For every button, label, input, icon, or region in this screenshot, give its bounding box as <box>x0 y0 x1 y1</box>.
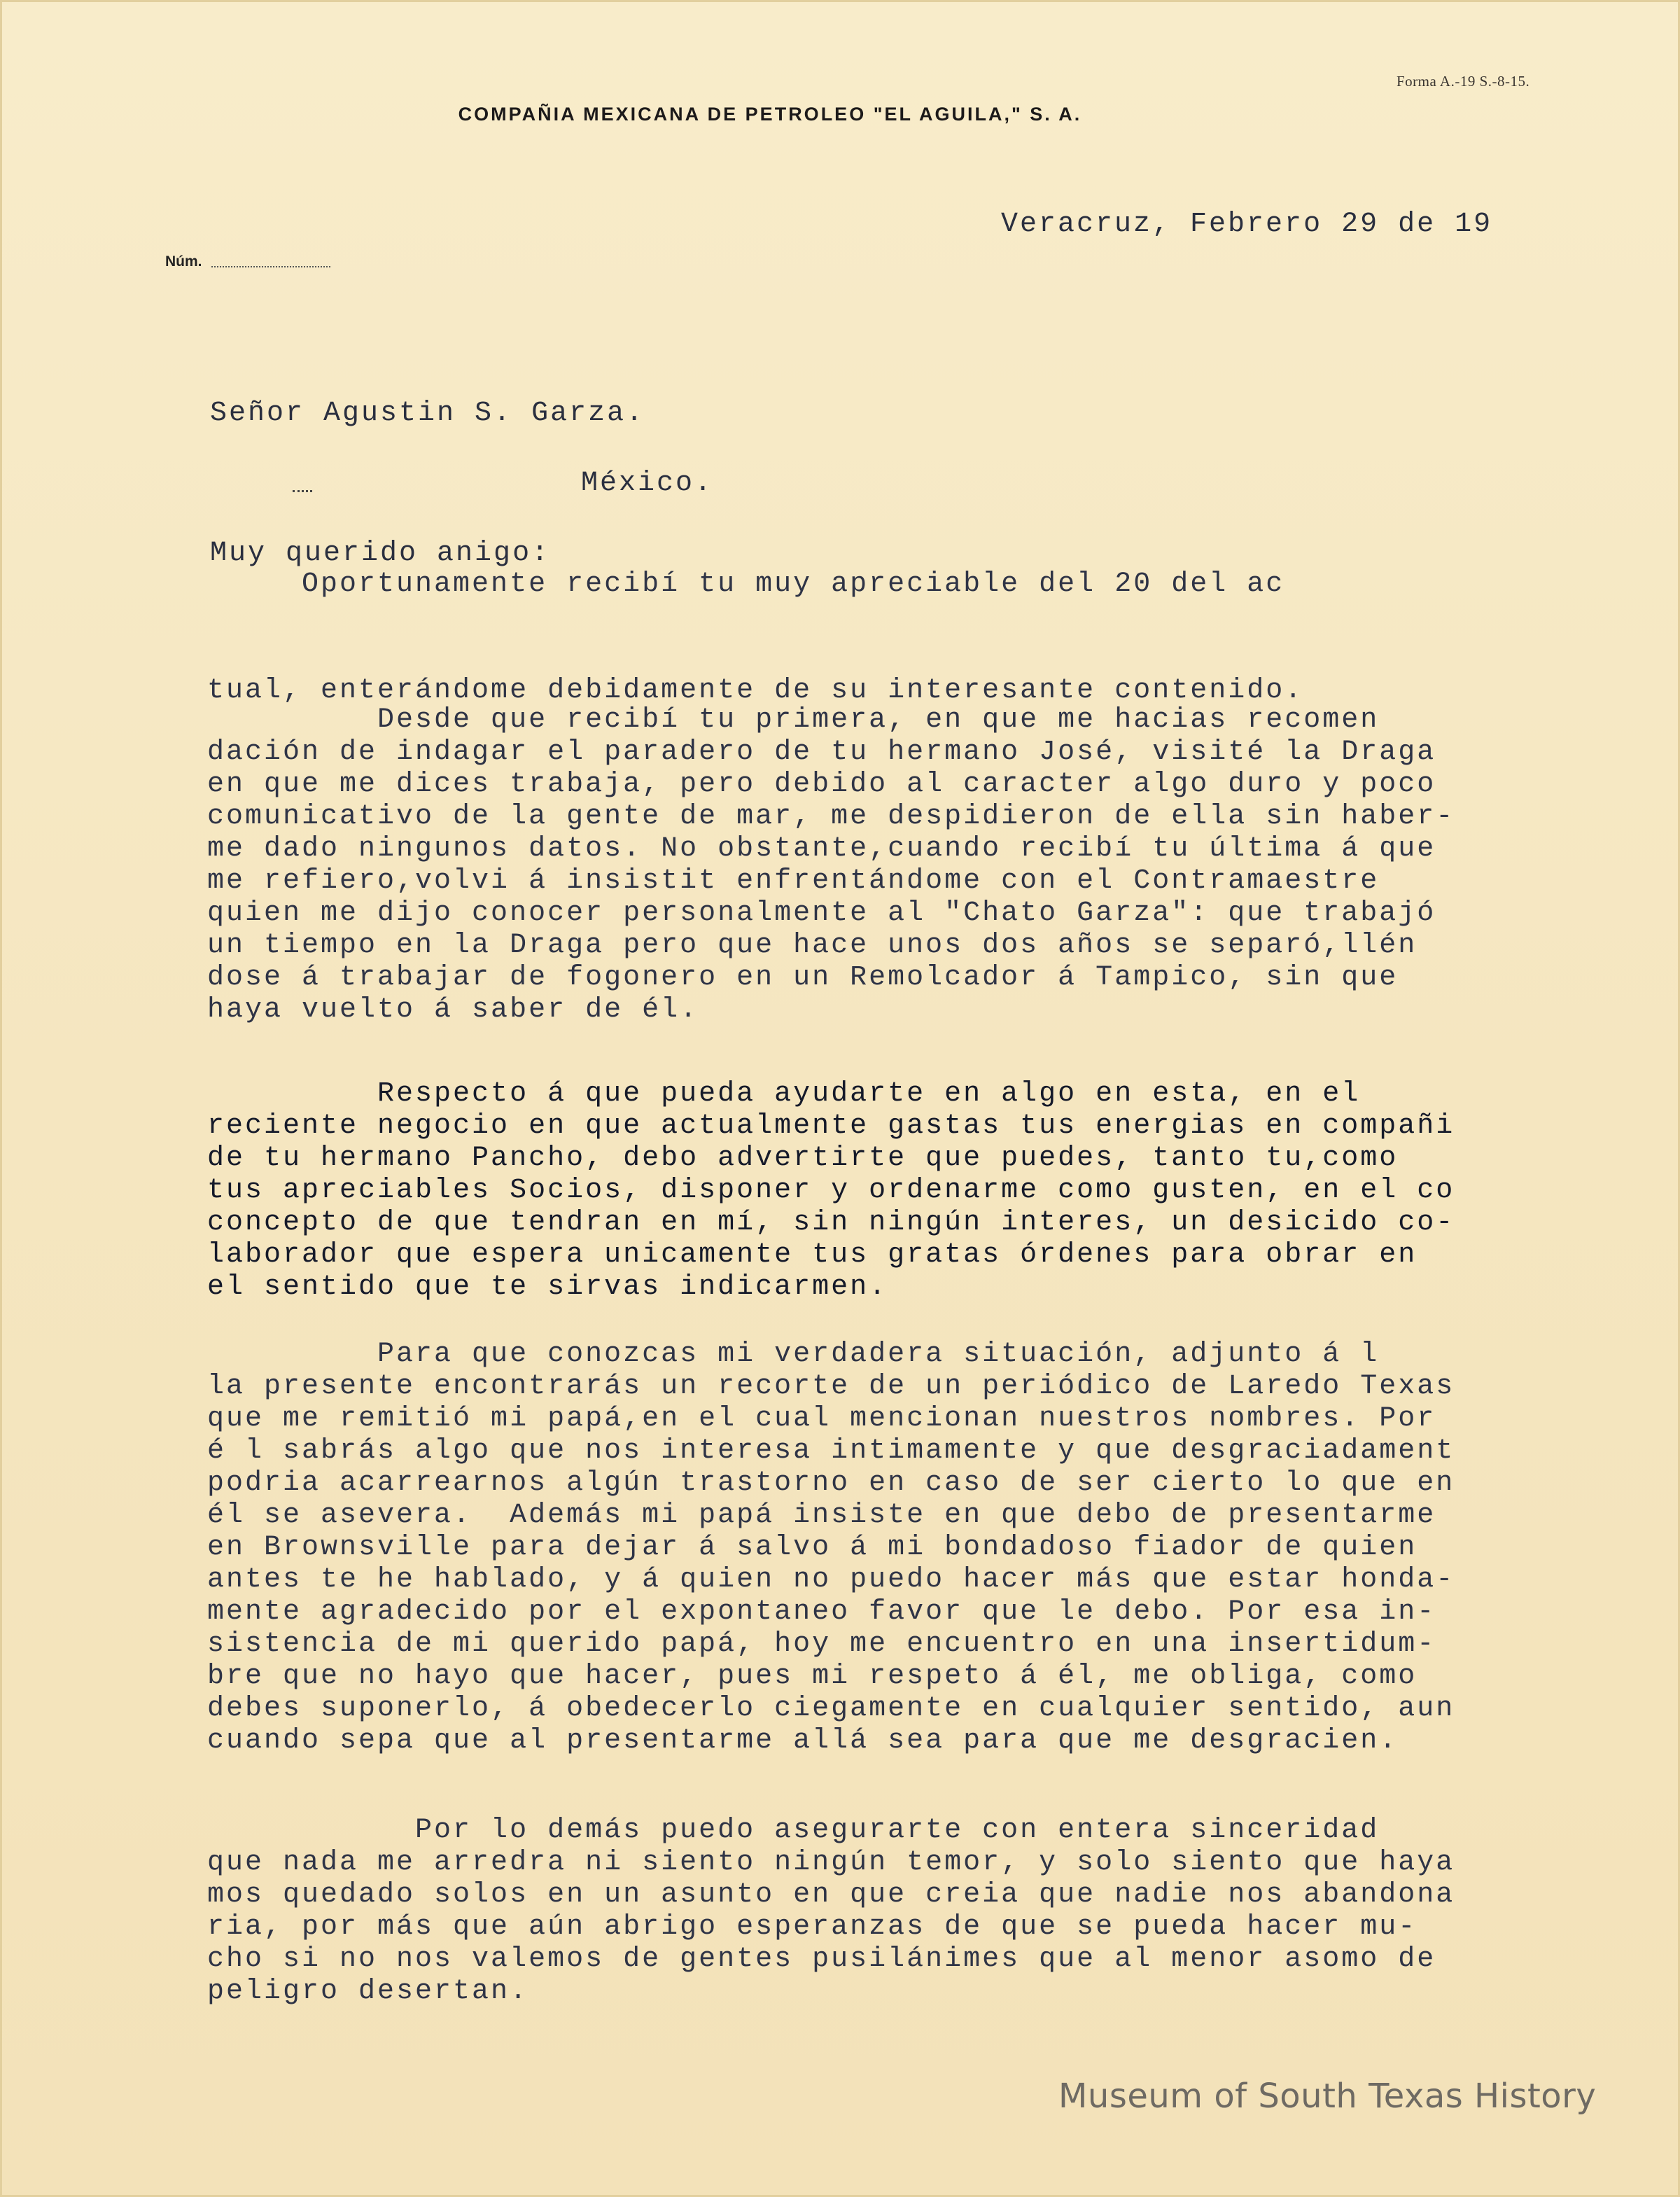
paragraph-line: laborador que espera unicamente tus gratas órdenes para obrar en <box>207 1239 1418 1271</box>
paragraph-line: Respecto á que pueda ayudarte en algo en esta, en el <box>207 1078 1361 1110</box>
ink-mark <box>293 490 312 495</box>
paragraph-line: me dado ningunos datos. No obstante,cuando recibí tu última á que <box>207 833 1436 865</box>
museum-watermark: Museum of South Texas History <box>1058 2077 1597 2116</box>
paragraph-line: Por lo demás puedo asegurarte con entera sinceridad <box>207 1815 1380 1846</box>
paragraph-line: un tiempo en la Draga pero que hace unos dos años se separó,llén <box>207 930 1418 961</box>
paragraph-line: Oportunamente recibí tu muy apreciable del 20 del ac <box>207 569 1285 600</box>
paragraph-line: mente agradecido por el expontaneo favor que le debo. Por esa in- <box>207 1596 1436 1628</box>
paragraph-4 <box>207 1339 1523 1757</box>
letterhead-company <box>0 104 1680 125</box>
paragraph-2 <box>207 704 1523 1026</box>
num-field-line <box>211 266 330 267</box>
paragraph-line: Desde que recibí tu primera, en que me hacias recomen <box>207 704 1380 736</box>
paragraph-line: me refiero,volvi á insistit enfrentándome con el Contramaestre <box>207 865 1380 897</box>
paragraph-line: ria, por más que aún abrigo esperanzas de que se pueda hacer mu- <box>207 1911 1418 1943</box>
num-label: Núm. <box>165 253 202 270</box>
paragraph-line: de tu hermano Pancho, debo advertirte que puedes, tanto tu,como <box>207 1143 1399 1174</box>
paragraph-line: dación de indagar el paradero de tu hermano José, visité la Draga <box>207 737 1436 768</box>
company-name: COMPAÑIA MEXICANA DE PETROLEO "EL AGUILA," S. A. <box>458 104 1082 125</box>
paragraph-line: cho si no nos valemos de gentes pusilánimes que al menor asomo de <box>207 1944 1436 1975</box>
letter-date: Veracruz, Febrero 29 de 19 <box>1001 209 1493 240</box>
paragraph-line: reciente negocio en que actualmente gastas tus energias en compañi <box>207 1110 1455 1142</box>
paragraph-line: é l sabrás algo que nos interesa intimamente y que desgraciadament <box>207 1435 1455 1467</box>
paragraph-line: debes suponerlo, á obedecerlo ciegamente en cualquier sentido, aun <box>207 1693 1455 1724</box>
paragraph-line: que nada me arredra ni siento ningún temor, y solo siento que haya <box>207 1847 1455 1878</box>
paragraph-line: bre que no hayo que hacer, pues mi respeto á él, me obliga, como <box>207 1661 1418 1692</box>
form-code: Forma A.-19 S.-8-15. <box>1396 73 1530 90</box>
paragraph-5 <box>207 1815 1523 2008</box>
paragraph-3 <box>207 1078 1523 1304</box>
paragraph-line: comunicativo de la gente de mar, me despidieron de ella sin haber- <box>207 801 1455 832</box>
paragraph-line: dose á trabajar de fogonero en un Remolcador á Tampico, sin que <box>207 962 1399 993</box>
paragraph-line: en que me dices trabaja, pero debido al caracter algo duro y poco <box>207 769 1436 800</box>
paragraph-line: la presente encontrarás un recorte de un periódico de Laredo Texas <box>207 1371 1455 1402</box>
paragraph-line: antes te he hablado, y á quien no puedo hacer más que estar honda- <box>207 1564 1455 1596</box>
paragraph-line: quien me dijo conocer personalmente al "Chato Garza": que trabajó <box>207 898 1436 929</box>
paragraph-line: peligro desertan. <box>207 1976 529 2007</box>
paragraph-line: que me remitió mi papá,en el cual mencionan nuestros nombres. Por <box>207 1403 1436 1435</box>
paragraph-line: él se asevera. Además mi papá insiste en que debo de presentarme <box>207 1500 1436 1531</box>
paragraph-line: cuando sepa que al presentarme allá sea para que me desgracien. <box>207 1725 1399 1757</box>
paragraph-line: haya vuelto á saber de él. <box>207 994 699 1026</box>
paragraph-line: tual, enterándome debidamente de su interesante contenido. <box>207 675 1304 706</box>
paragraph-1 <box>207 569 1523 707</box>
paragraph-line: sistencia de mi querido papá, hoy me encuentro en una insertidum- <box>207 1628 1436 1660</box>
paragraph-line: el sentido que te sirvas indicarmen. <box>207 1271 888 1303</box>
paragraph-line: Para que conozcas mi verdadera situación, adjunto á l <box>207 1339 1380 1370</box>
letter-salutation: Muy querido anigo: <box>210 538 551 569</box>
paragraph-line <box>207 601 1523 675</box>
letter-city: México. <box>581 468 714 499</box>
letter-addressee: Señor Agustin S. Garza. <box>210 398 645 429</box>
paragraph-line: concepto de que tendran en mí, sin ningún interes, un desicido co- <box>207 1207 1455 1239</box>
paragraph-line: en Brownsville para dejar á salvo á mi bondadoso fiador de quien <box>207 1532 1418 1563</box>
paragraph-line: podria acarrearnos algún trastorno en caso de ser cierto lo que en <box>207 1467 1455 1499</box>
paragraph-line: tus apreciables Socios, disponer y ordenarme como gusten, en el co <box>207 1175 1455 1206</box>
paragraph-line: mos quedado solos en un asunto en que creia que nadie nos abandona <box>207 1879 1455 1911</box>
